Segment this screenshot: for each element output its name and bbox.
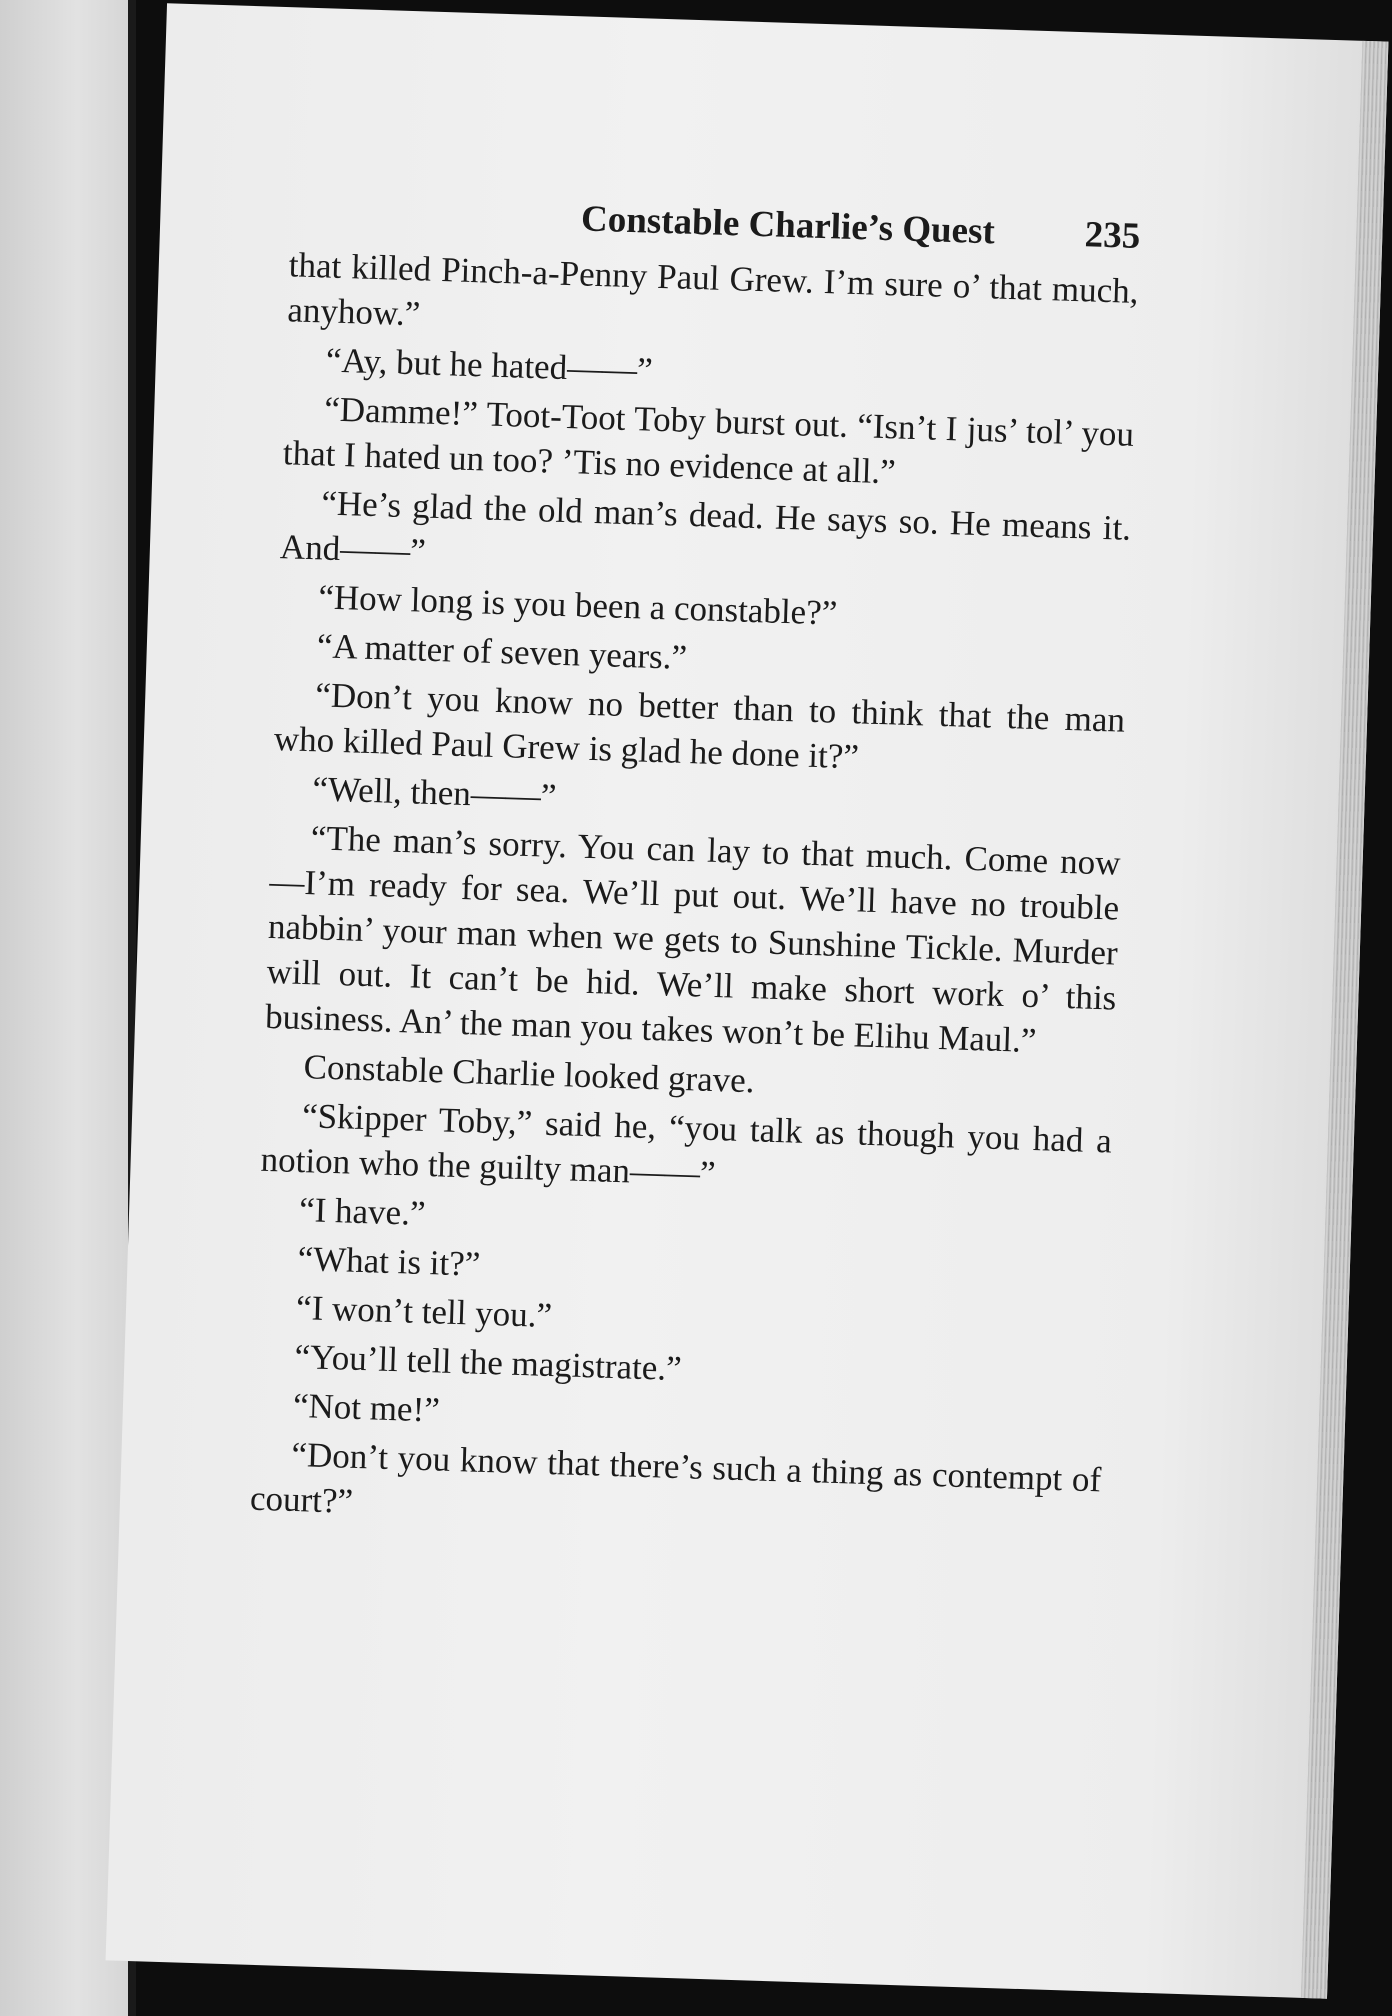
page-stack-edge [1301,41,1388,1999]
page-number: 235 [1084,214,1141,257]
body-text [249,242,1139,1547]
paragraph: “Not me!” [292,1385,441,1430]
paragraph: that killed Pinch-a-Penny Paul Grew. I’m sure o’ that much, anyhow.” [286,245,1140,334]
paragraph: “Don’t you know no better than to think that the man who killed Paul Grew is glad he done it?” [273,675,1126,777]
paragraph: “The man’s sorry. You can lay to that much. Come now—I’m ready for sea. We’ll put out. We’ll have no trouble nabbin’ your man when we gets to Sunshine Tickle. Murder will out. It can’t be hid. We’ll make short work o’ this business. An’ the man you takes won’t be Elihu Maul.” [264,818,1122,1061]
book-page [106,3,1389,1998]
page-text-block [249,187,1141,1551]
paragraph: “How long is you been a constable?” [317,577,838,633]
paragraph: “I have.” [298,1190,427,1233]
paragraph: “Damme!” Toot-Toot Toby burst out. “Isn’t I jus’ tol’ you that I hated un too? ’Tis no evidence at all.” [282,389,1135,492]
paragraph: “Skipper Toby,” said he, “you talk as though you had a notion who the guilty man——” [260,1096,1113,1194]
paragraph: “I won’t tell you.” [295,1287,553,1336]
paragraph: “A matter of seven years.” [316,626,688,677]
paragraph: “Ay, but he hated——” [325,340,654,390]
paragraph: “What is it?” [297,1239,481,1284]
paragraph: Constable Charlie looked grave. [303,1047,756,1101]
running-title: Constable Charlie’s Quest [580,198,996,253]
paragraph: “Don’t you know that there’s such a thing as contempt of court?” [249,1434,1102,1521]
left-page-edge [0,0,128,2016]
paragraph: “You’ll tell the magistrate.” [293,1336,683,1389]
paragraph: “Well, then——” [311,769,557,816]
paragraph: “He’s glad the old man’s dead. He says so. He means it. And——” [279,483,1132,571]
